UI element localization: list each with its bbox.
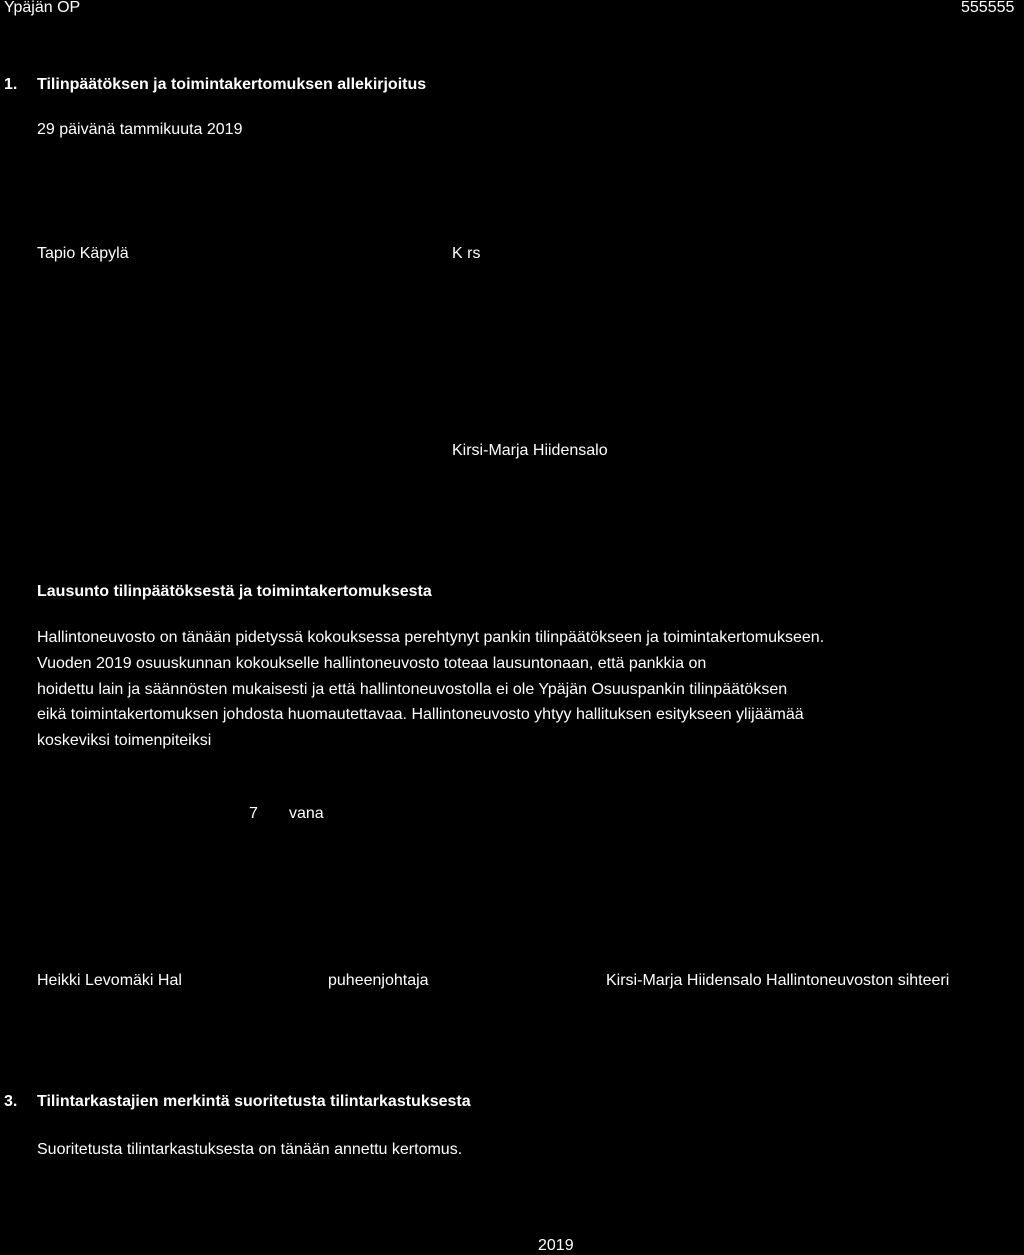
section3-text: Suoritetusta tilintarkastuksesta on tänään annettu kertomus. <box>37 1141 463 1158</box>
signer-tapio-kapyla: Tapio Käpylä <box>37 245 129 262</box>
date-fragment-day: 7 <box>249 805 258 822</box>
statement-line: hoidettu lain ja säännösten mukaisesti ja että hallintoneuvostolla ei ole Ypäjän Osuuspankin tilinpäätöksen <box>37 681 788 698</box>
statement-title: Lausunto tilinpäätöksestä ja toimintakertomuksesta <box>37 583 432 600</box>
signer-partial: K rs <box>452 245 481 262</box>
statement-line: eikä toimintakertomuksen johdosta huomautettavaa. Hallintoneuvosto yhtyy hallituksen esitykseen ylijäämää <box>37 706 804 723</box>
section1-title: Tilinpäätöksen ja toimintakertomuksen allekirjoitus <box>37 76 427 93</box>
signer-kirsi-marja-hiidensalo: Kirsi-Marja Hiidensalo <box>452 442 608 459</box>
section3-number: 3. <box>4 1093 18 1110</box>
signature-chairman-name: Heikki Levomäki Hal <box>37 972 182 989</box>
signature-secretary: Kirsi-Marja Hiidensalo Hallintoneuvoston sihteeri <box>606 972 950 989</box>
statement-line: Vuoden 2019 osuuskunnan kokoukselle hallintoneuvosto toteaa lausuntonaan, että pankkia on <box>37 655 707 672</box>
signature-chairman-role: puheenjohtaja <box>328 972 429 989</box>
statement-line: koskeviksi toimenpiteiksi <box>37 732 212 749</box>
header-org-name: Ypäjän OP <box>4 0 81 16</box>
section1-date: 29 päivänä tammikuuta 2019 <box>37 121 243 138</box>
statement-line: Hallintoneuvosto on tänään pidetyssä kokouksessa perehtynyt pankin tilinpäätökseen ja toimintakertomukseen. <box>37 629 825 646</box>
section1-number: 1. <box>4 76 18 93</box>
section3-title: Tilintarkastajien merkintä suoritetusta tilintarkastuksesta <box>37 1093 471 1110</box>
section3-year: 2019 <box>538 1237 574 1254</box>
date-fragment-word: vana <box>289 805 324 822</box>
header-code: 555555 <box>961 0 1015 16</box>
